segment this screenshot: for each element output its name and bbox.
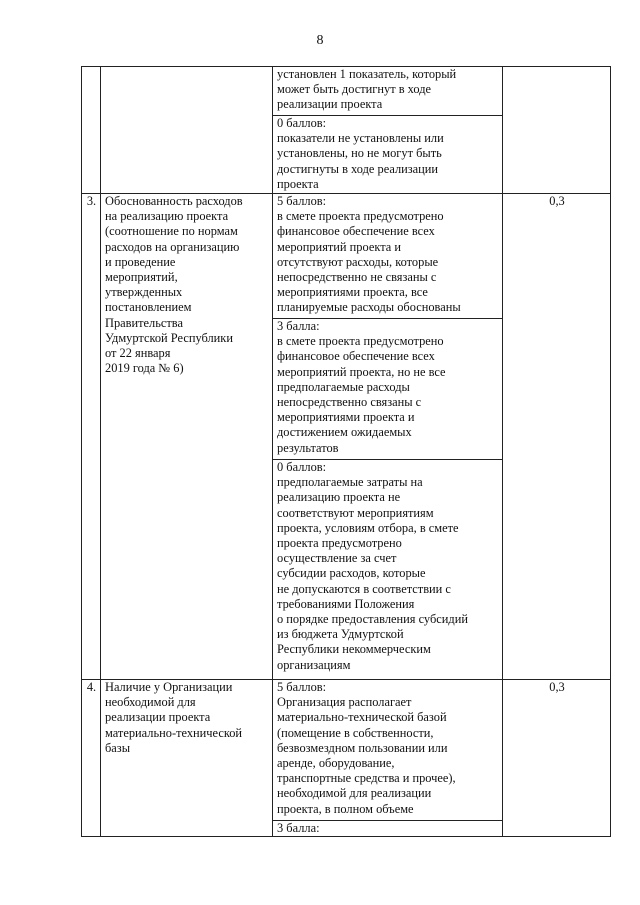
weight-cell: 0,3	[503, 194, 611, 680]
table-row	[82, 194, 611, 319]
score-cell: 5 баллов: в смете проекта предусмотрено финансовое обеспечение всех мероприятий проекта и отсутствуют расходы, которые непосредственно не связаны с мероприятиями проекта, все планируемые расходы обоснованы	[273, 194, 503, 319]
table-row	[82, 67, 611, 116]
table-row	[82, 680, 611, 821]
criterion-cell: Обоснованность расходов на реализацию проекта (соотношение по нормам расходов на организацию и проведение мероприятий, утвержденных постановлением Правительства Удмуртской Республики от 22 января 2019 года № 6)	[101, 194, 273, 680]
score-cell: 0 баллов: предполагаемые затраты на реализацию проекта не соответствуют мероприятиям проекта, условиям отбора, в смете проекта предусмотрено осуществление за счет субсидии расходов, которые не допускаются в соответствии с требованиями Положения о порядке предоставления субсидий из бюджета Удмуртской Республики некоммерческим организациям	[273, 460, 503, 680]
criterion-cell	[101, 67, 273, 194]
score-cell: 3 балла:	[273, 821, 503, 837]
weight-cell: 0,3	[503, 680, 611, 837]
score-cell: 0 баллов: показатели не установлены или установлены, но не могут быть достигнуты в ходе реализации проекта	[273, 116, 503, 194]
score-cell: 5 баллов: Организация располагает материально-технической базой (помещение в собственности, безвозмездном пользовании или аренде, оборудование, транспортные средства и прочее), необходимой для реализации проекта, в полном объеме	[273, 680, 503, 821]
item-number-cell: 4.	[82, 680, 101, 837]
page-number: 8	[316, 33, 324, 48]
score-cell: 3 балла: в смете проекта предусмотрено финансовое обеспечение всех мероприятий проекта, но не все предполагаемые расходы непосредственно связаны с мероприятиями проекта и достижением ожидаемых результатов	[273, 319, 503, 460]
weight-cell	[503, 67, 611, 194]
item-number-cell: 3.	[82, 194, 101, 680]
item-number-cell	[82, 67, 101, 194]
criterion-cell: Наличие у Организации необходимой для реализации проекта материально-технической базы	[101, 680, 273, 837]
score-cell: установлен 1 показатель, который может быть достигнут в ходе реализации проекта	[273, 67, 503, 116]
criteria-table	[81, 66, 611, 837]
